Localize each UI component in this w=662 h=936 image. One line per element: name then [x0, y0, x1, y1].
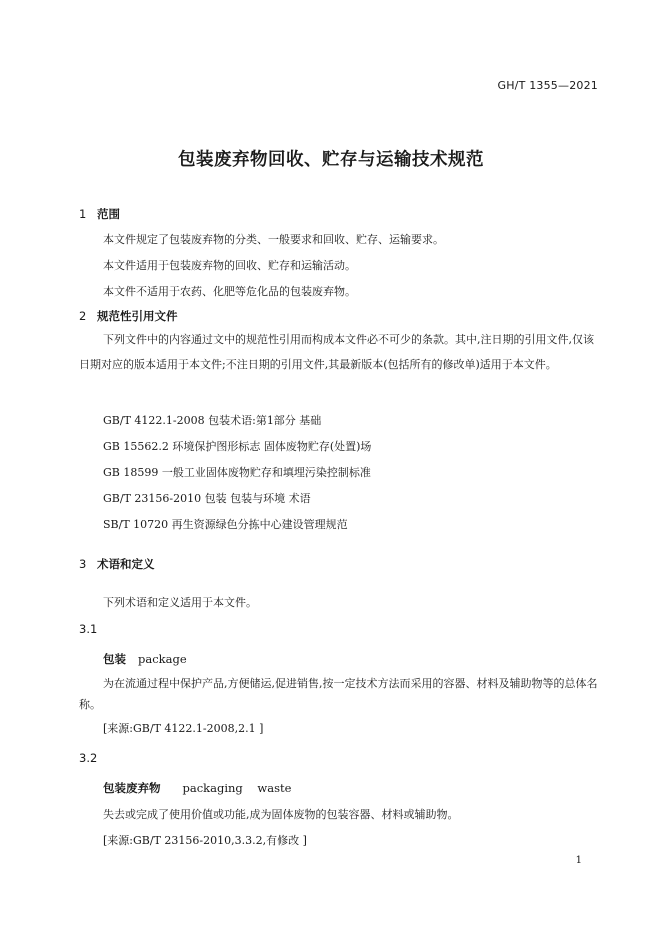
section-number: 3 [79, 557, 87, 571]
section-3-heading [79, 556, 155, 572]
section-number: 2 [79, 309, 87, 323]
term-source: [来源:GB/T 4122.1-2008,2.1 ] [103, 722, 264, 735]
term-entry [103, 780, 291, 796]
term-chinese: 包装废弃物 [103, 781, 161, 795]
document-title: 包装废弃物回收、贮存与运输技术规范 [178, 150, 484, 170]
term-definition: 为在流通过程中保护产品,方便储运,促进销售,按一定技术方法而采用的容器、材料及辅助物等的总体名称。 [79, 677, 598, 711]
section-title: 规范性引用文件 [97, 309, 178, 323]
page-number: 1 [575, 855, 582, 866]
section-number: 1 [79, 207, 87, 221]
section-1-heading [79, 206, 120, 222]
paragraph: 本文件不适用于农药、化肥等危化品的包装废弃物。 [103, 285, 356, 298]
reference-item: GB 15562.2 环境保护图形标志 固体废物贮存(处置)场 [103, 440, 372, 453]
term-english: packaging waste [182, 781, 292, 795]
term-source: [来源:GB/T 23156-2010,3.3.2,有修改 ] [103, 834, 307, 847]
paragraph: 本文件规定了包装废弃物的分类、一般要求和回收、贮存、运输要求。 [103, 233, 444, 246]
term-number: 3.2 [79, 751, 98, 765]
section-title: 范围 [97, 207, 120, 221]
section-2-heading [79, 308, 178, 324]
paragraph: 下列文件中的内容通过文中的规范性引用而构成本文件必不可少的条款。其中,注日期的引用文件,仅该日期对应的版本适用于本文件;不注日期的引用文件,其最新版本(包括所有的修改单)适用于本文件。 [79, 333, 594, 371]
term-entry [103, 651, 187, 667]
paragraph: 下列术语和定义适用于本文件。 [103, 596, 257, 609]
reference-item: GB 18599 一般工业固体废物贮存和填埋污染控制标准 [103, 466, 371, 479]
paragraph: 本文件适用于包装废弃物的回收、贮存和运输活动。 [103, 259, 356, 272]
reference-item: SB/T 10720 再生资源绿色分拣中心建设管理规范 [103, 518, 348, 531]
term-chinese: 包装 [103, 652, 126, 666]
term-definition: 失去或完成了使用价值或功能,成为固体废物的包装容器、材料或辅助物。 [103, 808, 459, 821]
reference-item: GB/T 4122.1-2008 包装术语:第1部分 基础 [103, 414, 322, 427]
reference-item: GB/T 23156-2010 包装 包装与环境 术语 [103, 492, 311, 505]
standard-code: GH/T 1355—2021 [497, 79, 598, 92]
term-english: package [138, 652, 187, 666]
section-title: 术语和定义 [97, 557, 155, 571]
term-number: 3.1 [79, 622, 98, 636]
